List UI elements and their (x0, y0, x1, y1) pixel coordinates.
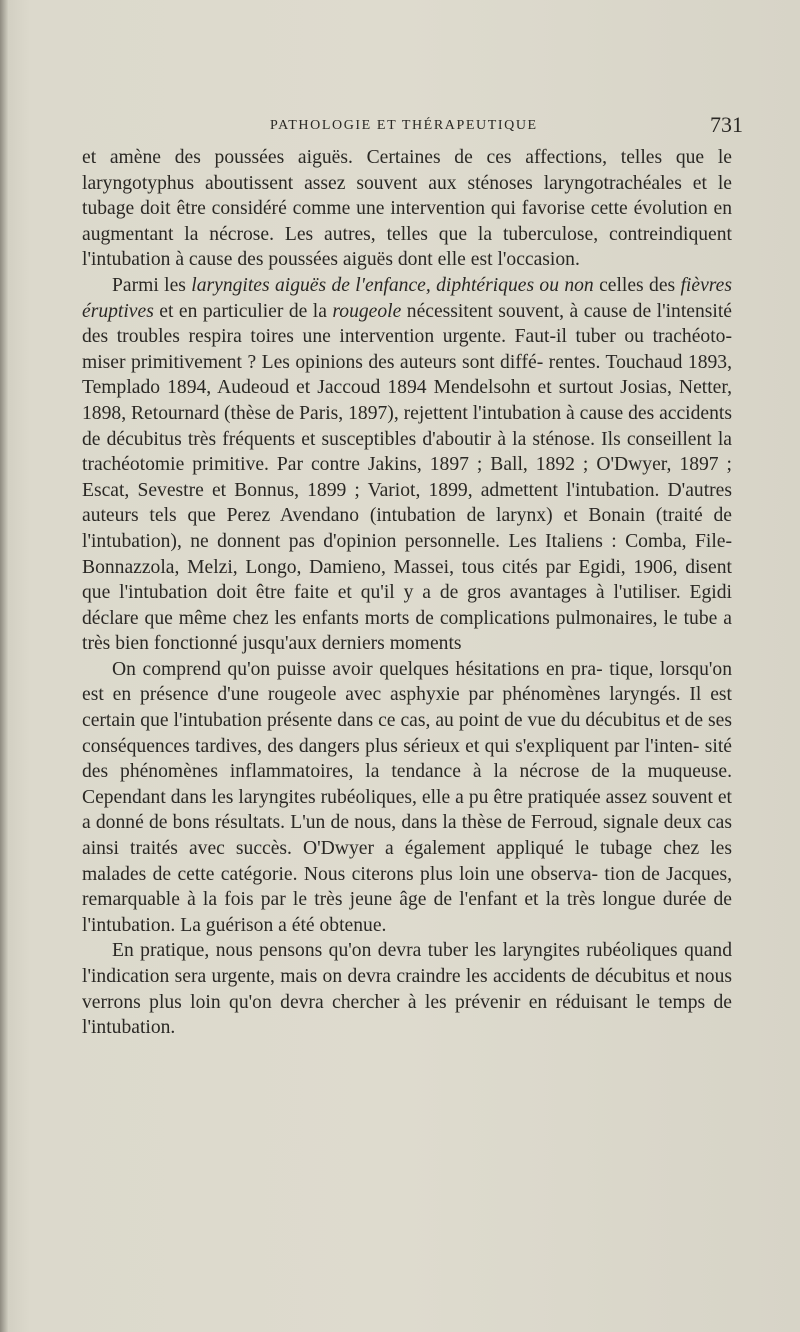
text-segment: celles des (593, 274, 681, 296)
text-segment: et en particulier de la (153, 300, 333, 322)
italic-term: fièvres éruptives (82, 274, 732, 322)
paragraph-2 (82, 273, 732, 657)
body-text (82, 145, 732, 1041)
italic-term: rougeole (332, 300, 402, 322)
paragraph-3 (82, 657, 732, 939)
page-number: 731 (710, 112, 743, 137)
page-binding-edge (0, 0, 8, 1332)
text-segment: Parmi les (112, 274, 192, 296)
text-segment: En pratique, nous pensons qu'on devra tuber les laryngites rubéoliques quand l'indication sera urgente, mais on devra craindre les accidents de décubitus et nous verrons plus loin qu'on devra chercher à les prévenir en réduisant le temps de l'intubation. (82, 940, 732, 1039)
paragraph-4 (82, 938, 732, 1040)
page-header (270, 112, 743, 140)
text-segment: et amène des poussées aiguës. Certaines de ces affections, telles que le laryngotyphus aboutissent assez souvent aux sténoses laryngotrachéales et le tubage doit être considéré comme une intervention qui favorise cette évolution en augmentant la nécrose. Les autres, telles que la tuberculose, contreindiquent l'intubation à cause des poussées aiguës dont elle est l'occasion. (82, 147, 732, 271)
text-segment: On comprend qu'on puisse avoir quelques hésitations en pra- tique, lorsqu'on est en présence d'une rougeole avec asphyxie par phénomènes laryngés. Il est certain que l'intubation présente dans ce cas, au point de vue du décubitus et de ses conséquences tardives, des dangers plus sérieux et qui s'expliquent par l'inten- sité des phénomènes inflammatoires, la tendance à la nécrose de la muqueuse. Cependant dans les laryngites rubéoliques, elle a pu être pratiquée assez souvent et a donné de bons résultats. L'un de nous, dans la thèse de Ferroud, signale deux cas ainsi traités avec succès. O'Dwyer a également appliqué le tubage chez les malades de cette catégorie. Nous citerons plus loin une observa- tion de Jacques, remarquable à la fois par le très jeune âge de l'enfant et la très longue durée de l'intubation. La guérison a été obtenue. (82, 658, 732, 936)
italic-term: laryngites aiguës de l'enfance, diphtériques ou non (191, 274, 594, 296)
paragraph-1 (82, 145, 732, 273)
running-head: PATHOLOGIE ET THÉRAPEUTIQUE (270, 118, 538, 133)
text-segment: nécessitent souvent, à cause de l'intensité des troubles respira toires une intervention urgente. Faut-il tuber ou trachéoto- miser primitivement ? Les opinions des auteurs sont diffé- rentes. Touchaud 1893, Templado 1894, Audeoud et Jaccoud 1894 Mendelsohn et surtout Josias, Netter, 1898, Retournard (thèse de Paris, 1897), rejettent l'intubation à cause des accidents de décubitus très fréquents et susceptibles d'aboutir à la sténose. Ils conseillent la trachéotomie primitive. Par contre Jakins, 1897 ; Ball, 1892 ; O'Dwyer, 1897 ; Escat, Sevestre et Bonnus, 1899 ; Variot, 1899, admettent l'intubation. D'autres auteurs tels que Perez Avendano (intubation de larynx) et Bonain (traité de l'intubation), ne donnent pas d'opinion personnelle. Les Italiens : Comba, File-Bonnazzola, Melzi, Longo, Damieno, Massei, tous cités par Egidi, 1906, disent que l'intubation doit être faite et qu'il y a de gros avantages à l'utiliser. Egidi déclare que même chez les enfants morts de complications pulmonaires, le tube a très bien fonctionné jusqu'aux derniers moments (82, 300, 732, 655)
